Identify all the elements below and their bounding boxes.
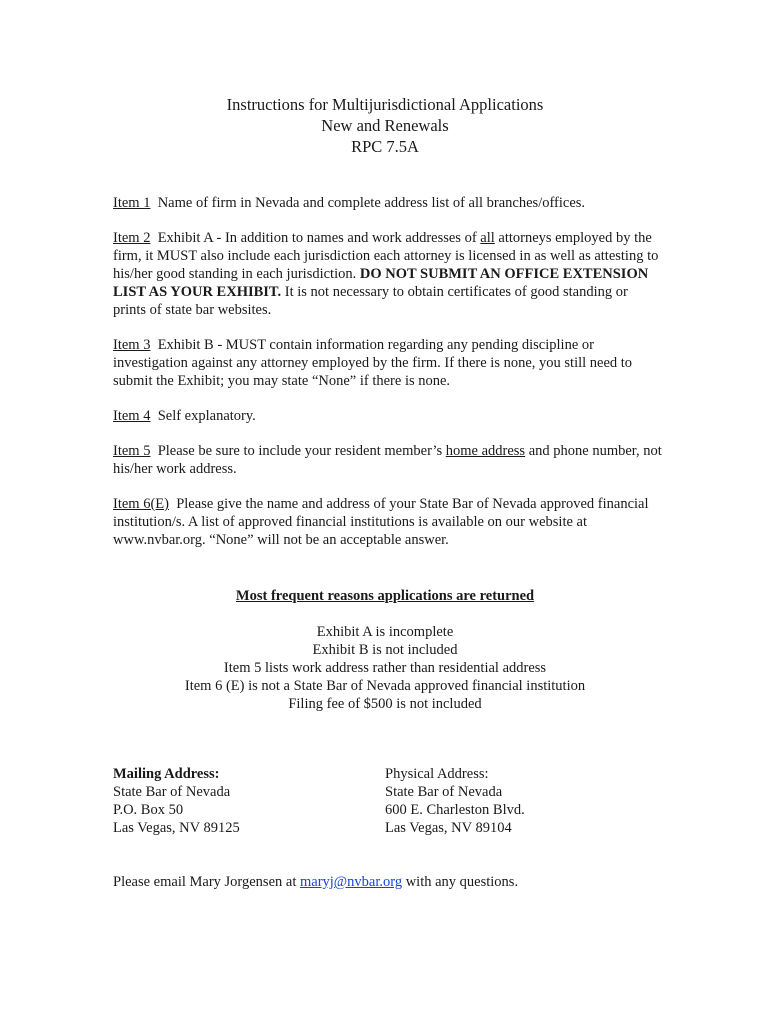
mailing-address-line-3: Las Vegas, NV 89125: [113, 820, 240, 836]
reasons-heading: Most frequent reasons applications are returned: [235, 588, 535, 604]
reason-item: Item 5 lists work address rather than residential address: [223, 660, 547, 676]
physical-address-heading: Physical Address:: [385, 766, 489, 782]
item-1-label: Item 1: [113, 195, 151, 211]
physical-address-line-3: Las Vegas, NV 89104: [385, 820, 512, 836]
instruction-items: [113, 194, 663, 566]
item-2-text-b: attorneys employed by the firm, it MUST also include each jurisdiction each attorney is licensed in as well as attesting to his/her good standing in each jurisdiction.: [113, 230, 659, 282]
title-line-2: New and Renewals: [321, 116, 449, 135]
physical-address-line-2: 600 E. Charleston Blvd.: [385, 802, 525, 818]
item-3-label: Item 3: [113, 337, 151, 353]
physical-address: [385, 765, 525, 837]
item-1-text: Name of firm in Nevada and complete address list of all branches/offices.: [157, 195, 586, 211]
document-title: [0, 94, 770, 157]
reason-item: Item 6 (E) is not a State Bar of Nevada approved financial institution: [184, 678, 586, 694]
email-link[interactable]: maryj@nvbar.org: [299, 874, 403, 890]
item-2-bold: DO NOT SUBMIT AN OFFICE EXTENSION LIST AS YOUR EXHIBIT.: [113, 266, 649, 300]
item-6-text: Please give the name and address of your State Bar of Nevada approved financial institution/s. A list of approved financial institutions is available on our website at www.nvbar.org. “None” will not be an acceptable answer.: [113, 496, 649, 548]
mailing-address-line-1: State Bar of Nevada: [113, 784, 231, 800]
mailing-address-line-2: P.O. Box 50: [113, 802, 184, 818]
item-5-underlined: home address: [445, 443, 526, 459]
item-2-label: Item 2: [113, 230, 151, 246]
reason-item: Exhibit B is not included: [312, 642, 458, 658]
contact-prefix: Please email Mary Jorgensen at: [113, 874, 300, 890]
mailing-address: [113, 765, 240, 837]
item-3-text: Exhibit B - MUST contain information regarding any pending discipline or investigation against any attorney employed by the firm. If there is none, you still need to submit the Exhibit; you may state “None” if there is none.: [113, 337, 633, 389]
item-4: [113, 407, 663, 425]
item-5-text-a: Please be sure to include your resident member’s: [157, 443, 446, 459]
reason-item: Exhibit A is incomplete: [316, 624, 454, 640]
physical-address-line-1: State Bar of Nevada: [385, 784, 503, 800]
reason-item: Filing fee of $500 is not included: [288, 696, 482, 712]
mailing-address-heading: Mailing Address:: [113, 766, 220, 782]
item-2-text-c: It is not necessary to obtain certificates of good standing or prints of state bar websites.: [113, 284, 628, 318]
contact-suffix: with any questions.: [402, 874, 519, 890]
item-4-label: Item 4: [113, 408, 151, 424]
contact-line: [113, 873, 518, 891]
item-2-underlined: all: [480, 230, 495, 246]
item-5: [113, 442, 663, 478]
item-3: [113, 336, 663, 390]
item-2-text-a: Exhibit A - In addition to names and work addresses of: [157, 230, 481, 246]
item-4-text: Self explanatory.: [157, 408, 256, 424]
item-5-label: Item 5: [113, 443, 151, 459]
item-1: [113, 194, 663, 212]
item-6: [113, 495, 663, 549]
return-reasons: [0, 587, 770, 713]
item-5-text-b: and phone number, not his/her work address.: [113, 443, 662, 477]
title-line-1: Instructions for Multijurisdictional Applications: [226, 95, 544, 114]
item-6-label: Item 6(E): [113, 496, 169, 512]
title-line-3: RPC 7.5A: [351, 137, 419, 156]
item-2: [113, 229, 663, 319]
